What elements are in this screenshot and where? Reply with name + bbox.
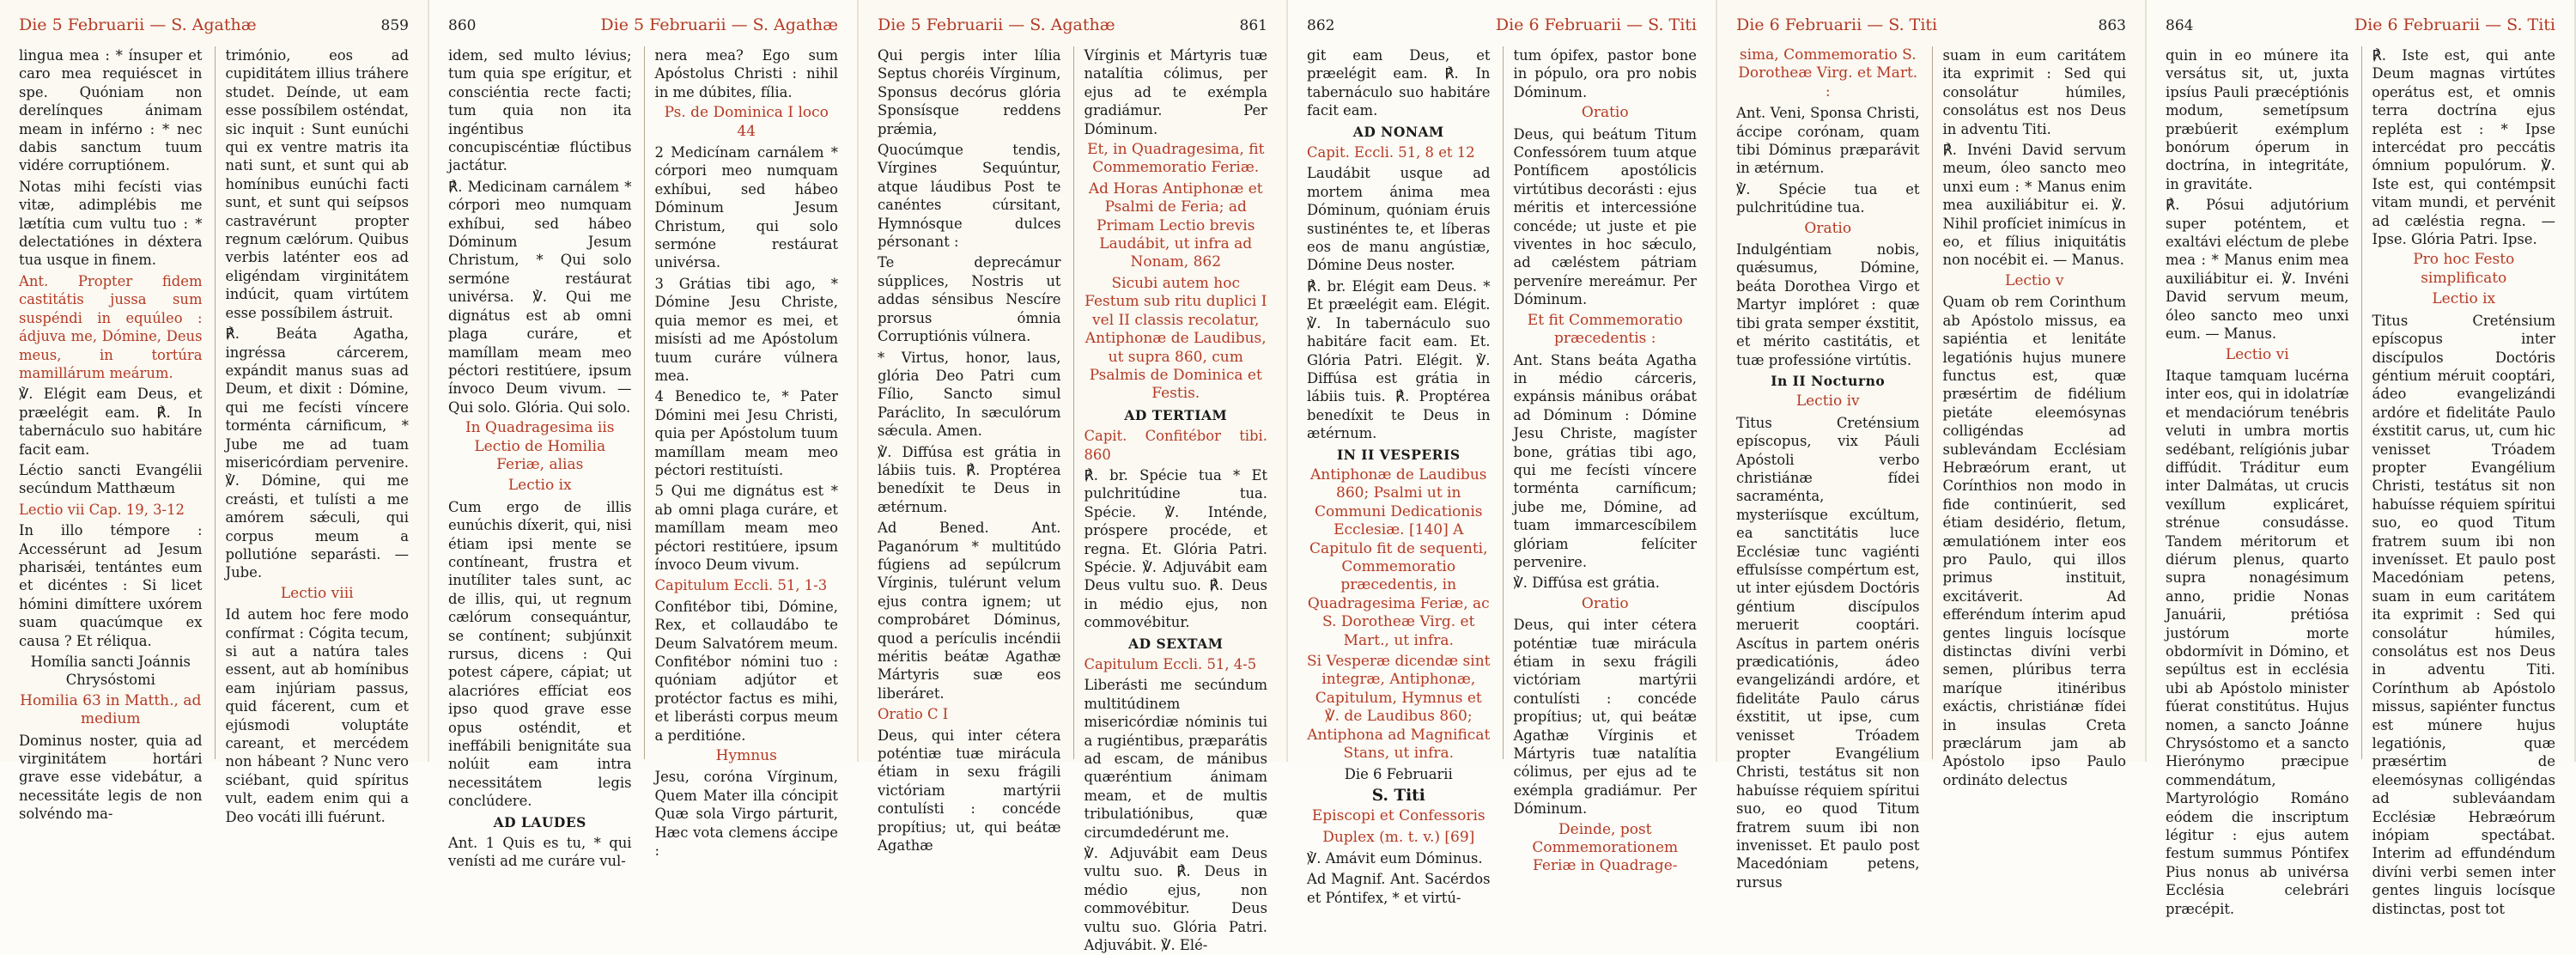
- text-columns: [878, 46, 1267, 954]
- page: [0, 0, 429, 825]
- text-block: quin in eo múnere ita versátus sit, ut, juxta ipsíus Pauli præcéptiónis modum, semetípsum præbúerit exémplum bonórum óperum in doctrína, in integritáte, in gravitáte.: [2166, 47, 2349, 192]
- text-block: Pro hoc Festo simplificato: [2413, 251, 2515, 287]
- text-block: In II Nocturno: [1771, 372, 1886, 389]
- page: [1288, 0, 1717, 906]
- text-block: Vírginis et Mártyris tuæ natalítia cólimus, per ejus ad te exémpla gradiámur. Per Dóminum.: [1084, 47, 1267, 137]
- text-block: Die 6 Februarii: [1344, 766, 1453, 783]
- running-head-left: 860: [448, 17, 477, 34]
- running-head-right: 859: [380, 17, 409, 34]
- text-block: lingua mea : * ínsuper et caro mea requiéscet in spe. Quóniam non derelínques ánimam meam in inférno : * nec dabis sanctum tuum vidére corruptiónem.: [19, 47, 203, 174]
- text-block: ℣. Elégit eam Deus, et præelégit eam. ℟. In tabernáculo suo habitáre facit eam.: [19, 386, 203, 458]
- text-block: Sicubi autem hoc Festum sub ritu duplici I vel II classis recolatur, Antiphonæ de Laudibus, ut supra 860, cum Psalmis de Dominica et Festis.: [1084, 274, 1267, 403]
- text-block: Deinde, post Commemorationem Feriæ in Quadrage-: [1532, 820, 1679, 875]
- text-block: trimónio, eos ad cupiditátem illius tráhere studet. Deínde, ut eam esse possíbilem osténdat, sic inquit : Sunt eunúchi qui ex ventre matris ita nati sunt, et sunt qui ab homínibus eunúchi facti sunt, et sunt qui seípsos castravérunt propter regnum cælórum. Quibus verbis laténter eos ad eligéndam virginitátem indúcit, quam virtútem esse possíbilem ástruit.: [225, 47, 409, 321]
- text-block: git eam Deus, et præelégit eam. ℟. In tabernáculo suo habitáre facit eam.: [1307, 47, 1491, 119]
- text-block: Oratio: [1581, 594, 1629, 612]
- text-block: ℣. Diffúsa est grátia.: [1513, 575, 1660, 592]
- text-block: Deus, qui beátum Titum Confessórem tuum atque Pontíficem apostólicis virtútibus decorásti : ejus méritis et intercessióne concéde; ut juste et pie viventes in hoc sǽculo, ad cæléstem pátriam perveníre mereámur. Per Dóminum.: [1513, 125, 1697, 308]
- text-column: [644, 46, 839, 860]
- text-block: ℟. br. Spécie tua * Et pulchritúdine tua. Spécie. ℣. Inténde, próspere procéde, et regna. Et. Glória Patri. Spécie. ℣. Adjuvábit eam Deus vultu suo. ℟. Deus in médio ejus, non commovébitur.: [1084, 466, 1267, 631]
- text-block: AD LAUDES: [493, 813, 586, 830]
- text-block: Lectio viii: [280, 584, 354, 602]
- text-block: S. Titi: [1371, 786, 1425, 805]
- text-block: Capit. Confitébor tibi. 860: [1084, 428, 1267, 463]
- text-block: In illo témpore : Accessérunt ad Jesum pharisǽi, tentántes eum et dicéntes : Si licet hómini dimíttere uxórem suam quacúmque ex causa ? Et réliqua.: [19, 522, 203, 649]
- text-block: Deus, qui inter cétera poténtiæ tuæ mirácula étiam in sexu frágili victóriam martýrii contulísti : concéde propítius; ut, qui beátæ Agathæ: [878, 727, 1061, 855]
- text-block: Confitébor tibi, Dómine, Rex, et collaudábo te Deum Salvatórem meum. Confitébor nómini tuo : quóniam adjútor et protéctor factus es mihi, et liberásti corpus meum a perditióne.: [654, 598, 838, 744]
- text-block: Ant. Stans beáta Agatha in médio cárceris, expánsis mánibus orábat ad Dóminum : Dómine Jesu Christe, magíster bone, grátias tibi ago, qui me fecísti víncere torménta carníficum; jube me, Dómine, ad tuam immarcescíbilem glóriam felíciter pervenire.: [1513, 351, 1697, 570]
- text-block: suam in eum caritátem ita exprimit : Sed qui consolátur húmiles, consolátus est nos Deus in adventu Titi.: [1942, 47, 2126, 137]
- running-head-left: Die 6 Februarii — S. Titi: [1736, 15, 1938, 34]
- text-block: Quocúmque tendis, Vírgines Sequúntur, atque láudibus Post te canéntes cúrsitant, Hymnósque dulces pérsonant :: [878, 142, 1061, 251]
- text-block: sima, Commemoratio S. Dorotheæ Virg. et Mart. :: [1738, 46, 1918, 100]
- text-block: Ad Magnif. Ant. Sacérdos et Póntifex, * et virtú-: [1307, 871, 1491, 906]
- text-block: Hymnus: [715, 747, 777, 765]
- text-block: Qui pergis inter lília Septus choréis Vírginum, Sponsus decórus glória Sponsísque reddens prǽmia,: [878, 47, 1061, 137]
- text-block: ℟. Pósui adjutórium super poténtem, et exaltávi eléctum de plebe mea : * Manus enim mea auxiliábitur ei. ℣. Invéni David servum meum, óleo sancto meo unxi eum. — Manus.: [2166, 197, 2349, 343]
- running-head: [448, 15, 838, 34]
- running-head-right: Die 6 Februarii — S. Titi: [1495, 15, 1697, 34]
- text-columns: [1736, 46, 2126, 891]
- text-column: [1073, 46, 1268, 954]
- text-block: Ps. de Dominica I loco 44: [664, 104, 829, 140]
- text-block: Oratio: [1581, 104, 1629, 122]
- text-block: ℣. Amávit eum Dóminus.: [1307, 850, 1483, 867]
- text-block: Homília sancti Joánnis Chrysóstomi: [30, 654, 191, 689]
- text-block: ℟. br. Elégit eam Deus. * Et præelégit eam. Elégit. ℣. In tabernáculo suo habitáre facit eam. Et. Glória Patri. Elégit. ℣. Diffúsa est grátia in lábiis tuis. ℟. Proptérea benedíxit te Deus in ætérnum.: [1307, 277, 1491, 442]
- text-block: idem, sed multo lévius; tum quia spe erígitur, et consciéntia recte facti; tum quia non ita ingéntibus concupiscéntiæ flúctibus jactátur.: [448, 47, 632, 174]
- text-block: Ant. Veni, Sponsa Christi, áccipe corónam, quam tibi Dóminus præparávit in ætérnum.: [1736, 105, 1920, 177]
- page: [1717, 0, 2147, 891]
- text-block: Oratio: [1804, 219, 1852, 237]
- text-block: ℣. Diffúsa est grátia in lábiis tuis. ℟. Proptérea benedíxit te Deus in ætérnum.: [878, 443, 1061, 515]
- running-head-right: 861: [1239, 17, 1267, 34]
- text-block: Titus Creténsium epíscopus inter discípulos Doctóris géntium méruit cooptári, ádeo evangelizándi ardóre et fidelitáte Paulo éxstitit carus, ut, cum hic venisset Tróadem propter Evangélium Christi, testátus sit non habuísse réquiem spíritui suo, eo quod Titum fratrem suum ibi non invenísset. Et paulo post Macedóniam petens, suam in eum caritátem ita exprimit : Sed qui consolátur húmiles, consolátus est nos Deus in adventu Titi. Corínthum ab Apóstolo missus, sapiénter functus est múnere hujus legatiónis, quæ præsértim de eleemósynas colligéndas ad subleváandam Ecclésiæ Hebræórum inópiam spectábat. Interim ad effundéndum divíni verbi semen inter gentes linguis locísque distinctas, post tot: [2372, 312, 2555, 917]
- text-column: [1932, 46, 2127, 788]
- text-block: Oratio C I: [878, 706, 949, 723]
- text-block: AD SEXTAM: [1128, 635, 1224, 652]
- text-block: Liberásti me secúndum multitúdinem misericórdiæ nóminis tui a rugiéntibus, præparátis ad escam, de mánibus quæréntium ánimam meam, et de multis tribulatiónibus, quæ circumdedérunt me.: [1084, 677, 1267, 841]
- page: [429, 0, 859, 870]
- page: [2147, 0, 2576, 917]
- text-block: Léctio sancti Evangélii secúndum Matthæum: [19, 461, 203, 497]
- text-block: Dominus noster, quia ad virginitátem hortári grave esse videbátur, a necessitáte legis de non solvéndo ma-: [19, 732, 203, 823]
- text-block: Cum ergo de illis eunúchis díxerit, qui, nisi étiam ipsi mente se contíneant, frustra et inutíliter tales sunt, ac de illis, qui, ut regnum cælórum consequántur, se contínent; subjúnxit rursus, dicens : Qui potest cápere, cápiat; ut alacrióres effíciat eos ipso quod grave esse opus osténdit, et ineffábili benignitáte sua nolúit eam intra necessitátem legis conclúdere.: [448, 498, 632, 810]
- text-column: [448, 46, 632, 870]
- text-block: Capit. Eccli. 51, 8 et 12: [1307, 144, 1475, 161]
- text-block: ℟. Medicinam carnálem * córpori meo numquam exhíbui, sed hábeo Dóminum Jesum Christum, * Qui solo sermóne restáurat univérsa. ℣. Qui me dignátus est ab omni plaga curáre, et mamíllam meam meo péctori restitúere, ipsum ínvoco Deum vivum. — Qui solo. Glória. Qui solo.: [448, 178, 632, 416]
- running-head-left: Die 5 Februarii — S. Agathæ: [19, 15, 257, 34]
- text-block: Lectio vii Cap. 19, 3-12: [19, 501, 185, 518]
- text-columns: [448, 46, 838, 870]
- text-block: Et fit Commemoratio præcedentis :: [1527, 311, 1683, 348]
- text-block: Episcopi et Confessoris: [1311, 807, 1485, 825]
- running-head: [2166, 15, 2555, 34]
- text-block: Et, in Quadragesima, fit Commemoratio Feriæ.: [1087, 141, 1265, 177]
- running-head: [1736, 15, 2126, 34]
- text-block: Antiphonæ de Laudibus 860; Psalmi ut in Communi Dedicationis Ecclesiæ. [140] A Capitulo fit de sequenti, Commemoratio præcedentis, in Quadragesima Feriæ, ac S. Dorotheæ Virg. et Mart., ut infra.: [1307, 465, 1490, 649]
- text-block: Laudábit usque ad mortem ánima mea Dóminum, quóniam éruis sustinéntes te, et líberas eos de manu angústiæ, Dómine Deus noster.: [1307, 165, 1491, 274]
- text-block: 2 Medicínam carnálem * córpori meo numquam exhíbui, sed hábeo Dóminum Jesum Christum, qui solo sermóne restáurat univérsa.: [654, 144, 838, 271]
- text-block: Lectio ix: [2432, 290, 2496, 308]
- text-block: 3 Grátias tibi ago, * Dómine Jesu Christe, quia memor es mei, et misísti ad me Apóstolum tuum curáre vúlnera mea.: [654, 275, 838, 384]
- text-block: Deus, qui inter cétera poténtiæ tuæ mirácula étiam in sexu frágili victóriam martýrii contulísti : concéde propítius; ut, qui beátæ Agathæ Vírginis et Mártyris tuæ natalítia cólimus, per ejus ad te exémpla gradiámur. Per Dóminum.: [1513, 617, 1697, 818]
- text-block: ℣. Adjuvábit eam Deus vultu suo. ℟. Deus in médio ejus, non commovébitur. Deus vultu suo. Glória Patri. Adjuvábit. ℣. Elé-: [1084, 845, 1267, 954]
- text-block: Lectio vi: [2225, 345, 2289, 363]
- text-block: Te deprecámur súpplices, Nostris ut addas sénsibus Nescíre prorsus ómnia Corruptiónis vúlnera.: [878, 254, 1061, 345]
- text-block: Jesu, coróna Vírginum, Quem Mater illa cóncipit Quæ sola Virgo párturit, Hæc vota clemens áccipe :: [654, 769, 838, 860]
- text-column: [19, 46, 203, 823]
- text-block: In Quadragesima iis Lectio de Homilia Feriæ, alias: [465, 419, 615, 473]
- running-head-right: 863: [2098, 17, 2126, 34]
- text-block: Notas mihi fecísti vias vitæ, adimplébis me lætítia cum vultu tuo : * delectatiónes in déxtera tua usque in finem.: [19, 178, 203, 269]
- text-block: Homilia 63 in Matth., ad medium: [20, 691, 202, 728]
- running-head-left: 864: [2166, 17, 2194, 34]
- running-head-left: Die 5 Februarii — S. Agathæ: [878, 15, 1115, 34]
- text-block: ℣. Spécie tua et pulchritúdine tua.: [1736, 180, 1920, 216]
- running-head-right: Die 6 Februarii — S. Titi: [2354, 15, 2555, 34]
- text-block: ℟. Invéni David servum meum, óleo sancto meo unxi eum : * Manus enim mea auxiliábitur ei. ℣. Nihil profíciet inimícus in eo, et fílius iniquitátis non nocébit ei. — Manus.: [1942, 142, 2126, 269]
- text-block: Ad Bened. Ant. Paganórum * multitúdo fúgiens ad sepúlcrum Vírginis, tulérunt velum ejus contra ignem; ut comprobáret Dóminus, quod a perículis incéndii méritis beátæ Agathæ Mártyris suæ eos liberáret.: [878, 520, 1061, 702]
- text-block: 5 Qui me dignátus est * ab omni plaga curáre, et mamíllam meam meo péctori restitúere, ipsum ínvoco Deum vivum.: [654, 483, 838, 573]
- text-block: ℟. Iste est, qui ante Deum magnas virtútes operátus est, et omnis terra doctrína ejus repléta est : * Ipse intercédat pro peccátis ómnium populórum. ℣. Iste est, qui contémpsit vitam mundi, et pervénit ad cæléstia regna. — Ipse. Glória Patri. Ipse.: [2372, 47, 2555, 248]
- text-block: Titus Creténsium epíscopus, vix Páuli Apóstoli verbo christiánæ fídei sacraménta, mysteriísque excúltum, ea sanctitátis luce Ecclésiæ tunc vagiénti effulsísse compértum est, ut inter ejúsdem Doctóris géntium discípulos meruerit cooptári. Ascítus in partem onéris prædicatiónis, ádeo evangelizándi ardóre, et fidelitáte Paulo cárus éxstitit, ut ipse, cum venisset Tróadem propter Evangélium Christi, testátus sit non habuísse réquiem spíritui suo, eo quod Titum fratrem suum ibi non invenisset. Et paulo post Macedóniam petens, rursus: [1736, 414, 1920, 891]
- page: [859, 0, 1288, 954]
- running-head: [19, 15, 409, 34]
- running-head: [1307, 15, 1697, 34]
- text-columns: [1307, 46, 1697, 906]
- text-block: Lectio iv: [1795, 392, 1860, 411]
- text-block: Capitulum Eccli. 51, 1-3: [654, 577, 828, 594]
- text-block: * Virtus, honor, laus, glória Deo Patri cum Fílio, Sancto simul Paráclito, In sæculórum sǽcula. Amen.: [878, 349, 1061, 440]
- text-block: Itaque tamquam lucérna inter eos, qui in idolatríæ et mendaciórum tenébris veluti in umbra mortis sedébant, relígiónis jubar diffúdit. Tráditur eum inter Dalmátas, ut crucis vexíllum explicáret, strénue consudásse. Tandem méritorum et diérum plenus, quarto supra nonagésimum anno, pridie Nonas Januárii, prétiósa justórum morte obdormívit in Dómino, et sepúltus est in ecclésia ubi ab Apóstolo minister fúerat constitútus. Hujus nomen, a sancto Joánne Chrysóstomo et a sancto Hierónymo præcipue commendátum, Martyrológio Románo eódem die inscriptum légitur : ejus autem festum summus Póntifex Pius nonus ab univérsa Ecclésia celebrári præcépit.: [2166, 367, 2349, 917]
- text-block: Duplex (m. t. v.) [69]: [1322, 828, 1475, 846]
- text-block: Ad Horas Antiphonæ et Psalmi de Feria; ad Primam Lectio brevis Laudábit, ut infra ad Nonam, 862: [1088, 179, 1263, 271]
- text-column: [2166, 46, 2349, 917]
- text-block: ℟. Beáta Agatha, ingréssa cárcerem, expándit manus suas ad Deum, et dixit : Dómine, qui me fecísti víncere torménta cárnificum, * Jube me ad tuam misericórdiam pervenire. ℣. Dómine, qui me creásti, et tulísti a me amórem sǽculi, qui corpus meum a pollutióne separásti. — Jube.: [225, 325, 409, 581]
- running-head: [878, 15, 1267, 34]
- text-block: Id autem hoc fere modo confírmat : Cógita tecum, si aut a natúra tales essent, aut ab homínibus eam injúriam passus, quid fácerent, cum et ejúsmodi voluptáte careant, et mercédem non hábeant ? Nunc vero sciébant, quid spíritus vult, eadem enim qui a Deo vocáti illi fuérunt.: [225, 606, 409, 825]
- text-block: Ant. 1 Quis es tu, * qui venísti ad me curáre vul-: [448, 835, 632, 870]
- text-column: [1736, 46, 1920, 891]
- text-column: [215, 46, 410, 825]
- text-block: Capitulum Eccli. 51, 4-5: [1084, 656, 1257, 672]
- text-column: [1307, 46, 1491, 906]
- text-block: Lectio v: [2005, 271, 2064, 289]
- text-block: Lectio ix: [507, 477, 572, 495]
- text-block: AD TERTIAM: [1124, 406, 1228, 423]
- text-block: IN II VESPERIS: [1336, 446, 1461, 463]
- text-block: 4 Benedico te, * Pater Dómini mei Jesu Christi, quia per Apóstolum tuum mamíllam meam meo péctori restituísti.: [654, 388, 838, 478]
- text-block: Indulgéntiam nobis, quǽsumus, Dómine, beáta Dorothea Virgo et Martyr implóret : quæ tibi grata semper éxstitit, et mérito castitátis, et tuæ professióne virtútis.: [1736, 241, 1920, 368]
- text-block: tum ópifex, pastor bone in pópulo, ora pro nobis Dóminum.: [1513, 47, 1697, 100]
- text-block: nera mea? Ego sum Apóstolus Christi : nihil in me dúbites, fília.: [654, 47, 838, 100]
- text-block: Si Vesperæ dicendæ sint integræ, Antiphonæ, Capitulum, Hymnus et ℣. de Laudibus 860; Antiphona ad Magnificat Stans, ut infra.: [1307, 653, 1491, 763]
- text-column: [878, 46, 1061, 855]
- text-column: [1503, 46, 1698, 875]
- running-head-right: Die 5 Februarii — S. Agathæ: [600, 15, 838, 34]
- text-block: Ant. Propter fidem castitátis jussa sum suspéndi in equúleo : ádjuva me, Dómine, Deus meus, in tortúra mamillárum meárum.: [19, 272, 203, 381]
- text-columns: [19, 46, 409, 825]
- text-block: AD NONAM: [1352, 123, 1444, 140]
- text-columns: [2166, 46, 2555, 917]
- running-head-left: 862: [1307, 17, 1335, 34]
- text-column: [2361, 46, 2556, 917]
- text-block: Quam ob rem Corinthum ab Apóstolo missus, ea sapiéntia et lenitáte legatiónis hujus munere functus est, quæ præsértim de fidélium pietáte eleemósynas colligéndas ad sublevándam Ecclésiam Hebræórum erant, ut Corínthios non modo in fide continúerit, sed étiam desidério, fletum, æmulatiónem inter eos pro Paulo, qui illos primus instituit, excitáverit. Ad efferéndum ínterim apud gentes linguis locísque distinctas divíni verbi semen, plúribus terra maríque itinéribus exáctis, christiánæ fídei in insulas Creta præclárum jam ab Apóstolo ipso Paulo ordináto delectus: [1942, 294, 2126, 788]
